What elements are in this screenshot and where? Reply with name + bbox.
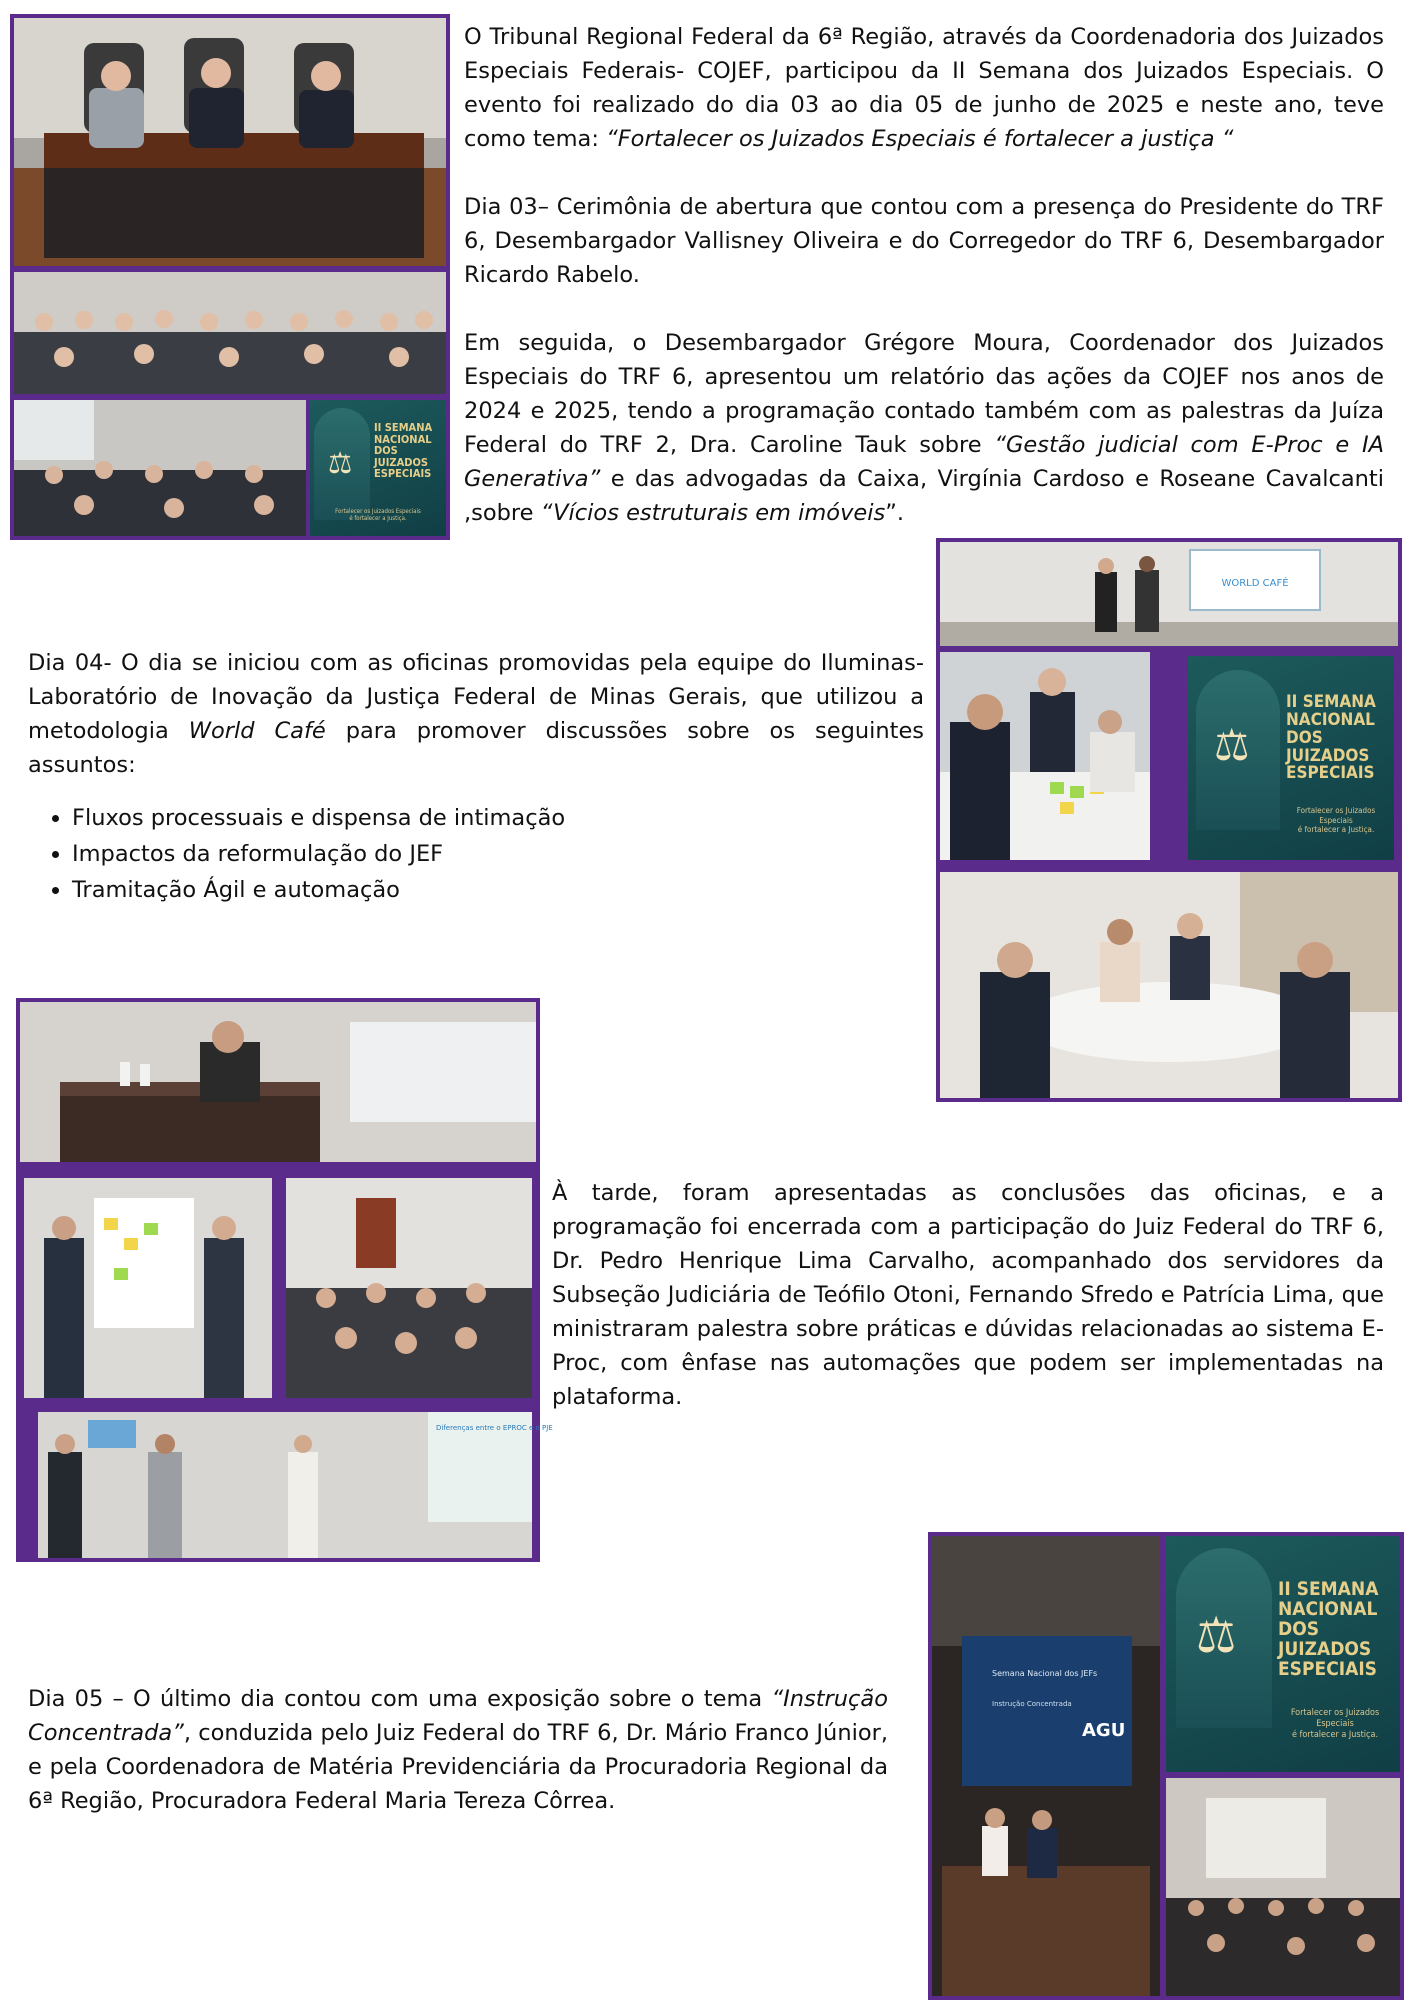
justice-statue-icon: ⚖: [1214, 720, 1250, 771]
intro-paragraph-1: O Tribunal Regional Federal da 6ª Região, através da Coordenadoria dos Juizados Especiais Federais- COJEF, participou da II Semana dos Juizados Especiais. O evento foi realizado do dia 03 ao dia 05 de junho de 2025 e neste ano, teve como tema: “Fortalecer os Juizados Especiais é fortalecer a justiça “: [464, 24, 1384, 152]
afternoon-paragraph: À tarde, foram apresentadas as conclusões das oficinas, e a programação foi encerrada com a participação do Juiz Federal do TRF 6, Dr. Pedro Henrique Lima Carvalho, acompanhado dos servidores da Subseção Judiciária de Teófilo Otoni, Fernando Sfredo e Patrícia Lima, que ministraram palestra sobre práticas e dúvidas relacionadas ao sistema E-Proc, com ênfase nas automações que podem ser implementadas na plataforma.: [552, 1180, 1384, 1410]
poster-tagline: Fortalecer os Juizados Especiais é fortalecer a Justiça.: [1296, 806, 1376, 835]
photo-auditorium: [1166, 1778, 1400, 1996]
afternoon-text-block: [552, 1176, 1384, 1414]
justice-statue-icon: ⚖: [328, 446, 353, 481]
photo-flipchart-presentation: [24, 1178, 272, 1398]
photo-world-cafe-presenters: [940, 542, 1398, 646]
day3-paragraph: Dia 03– Cerimônia de abertura que contou com a presença do Presidente do TRF 6, Desembargador Vallisney Oliveira e do Corregedor do TRF 6, Desembargador Ricardo Rabelo.: [464, 194, 1384, 288]
photo-opening-panel: [14, 18, 446, 266]
eproc-slide-text: Diferenças entre o EPROC e o PJE: [436, 1424, 553, 1432]
topic-item: • Fluxos processuais e dispensa de intimação: [72, 800, 924, 836]
day5-paragraph: Dia 05 – O último dia contou com uma exposição sobre o tema “Instrução Concentrada”, conduzida pelo Juiz Federal do TRF 6, Dr. Mário Franco Júnior, e pela Coordenadora de Matéria Previdenciária da Procuradoria Regional da 6ª Região, Procuradora Federal Maria Tereza Côrrea.: [28, 1686, 888, 1814]
event-poster-medium: [1188, 656, 1394, 860]
day4-text-block: [28, 646, 924, 908]
photo-audience-2: [14, 400, 306, 536]
poster-title: II SEMANA NACIONAL DOS JUIZADOS ESPECIAIS: [1278, 1578, 1379, 1680]
world-cafe-screen-text: WORLD CAFÉ: [1221, 578, 1289, 589]
topic-item: • Impactos da reformulação do JEF: [72, 836, 924, 872]
photo-round-table-discussion: [940, 872, 1398, 1098]
photo-workshop-table: [940, 652, 1150, 860]
justice-statue-icon: ⚖: [1196, 1606, 1237, 1664]
poster-tagline: Fortalecer os Juizados Especiais é fortalecer a Justiça.: [335, 508, 421, 523]
photo-agu-lecture: [932, 1536, 1160, 1996]
day4-paragraph: Dia 04- O dia se iniciou com as oficinas promovidas pela equipe do Iluminas- Laboratório de Inovação da Justiça Federal de Minas Gerais, que utilizou a metodologia World Café para promover discussões sobre os seguintes assuntos:: [28, 650, 925, 778]
photo-speaker-at-desk: [20, 1002, 536, 1162]
intro-text-block: [464, 20, 1384, 530]
slide-title-text: Semana Nacional dos JEFs: [992, 1669, 1098, 1678]
agu-logo-text: AGU: [1082, 1720, 1126, 1741]
slide-subtitle-text: Instrução Concentrada: [992, 1700, 1072, 1708]
photo-audience-1: [14, 272, 446, 394]
event-poster-small: [310, 400, 446, 536]
poster-title: II SEMANA NACIONAL DOS JUIZADOS ESPECIAIS: [374, 421, 433, 481]
photo-audience-afternoon: [286, 1178, 532, 1398]
day4-topic-list: [28, 800, 924, 908]
poster-title: II SEMANA NACIONAL DOS JUIZADOS ESPECIAIS: [1286, 692, 1376, 784]
intro-paragraph-3: Em seguida, o Desembargador Grégore Moura, Coordenador dos Juizados Especiais do TRF 6, apresentou um relatório das ações da COJEF nos anos de 2024 e 2025, tendo a programação contado também com as palestras da Juíza Federal do TRF 2, Dra. Caroline Tauk sobre “Gestão judicial com E-Proc e IA Generativa” e das advogadas da Caixa, Virgínia Cardoso e Roseane Cavalcanti ,sobre “Vícios estruturais em imóveis”.: [464, 330, 1384, 526]
event-poster-large: [1166, 1536, 1400, 1772]
photo-eproc-lecture: [38, 1412, 553, 1558]
topic-item: • Tramitação Ágil e automação: [72, 872, 924, 908]
day5-text-block: [28, 1682, 888, 1818]
poster-tagline: Fortalecer os Juizados Especiais é fortalecer a Justiça.: [1290, 1708, 1380, 1740]
